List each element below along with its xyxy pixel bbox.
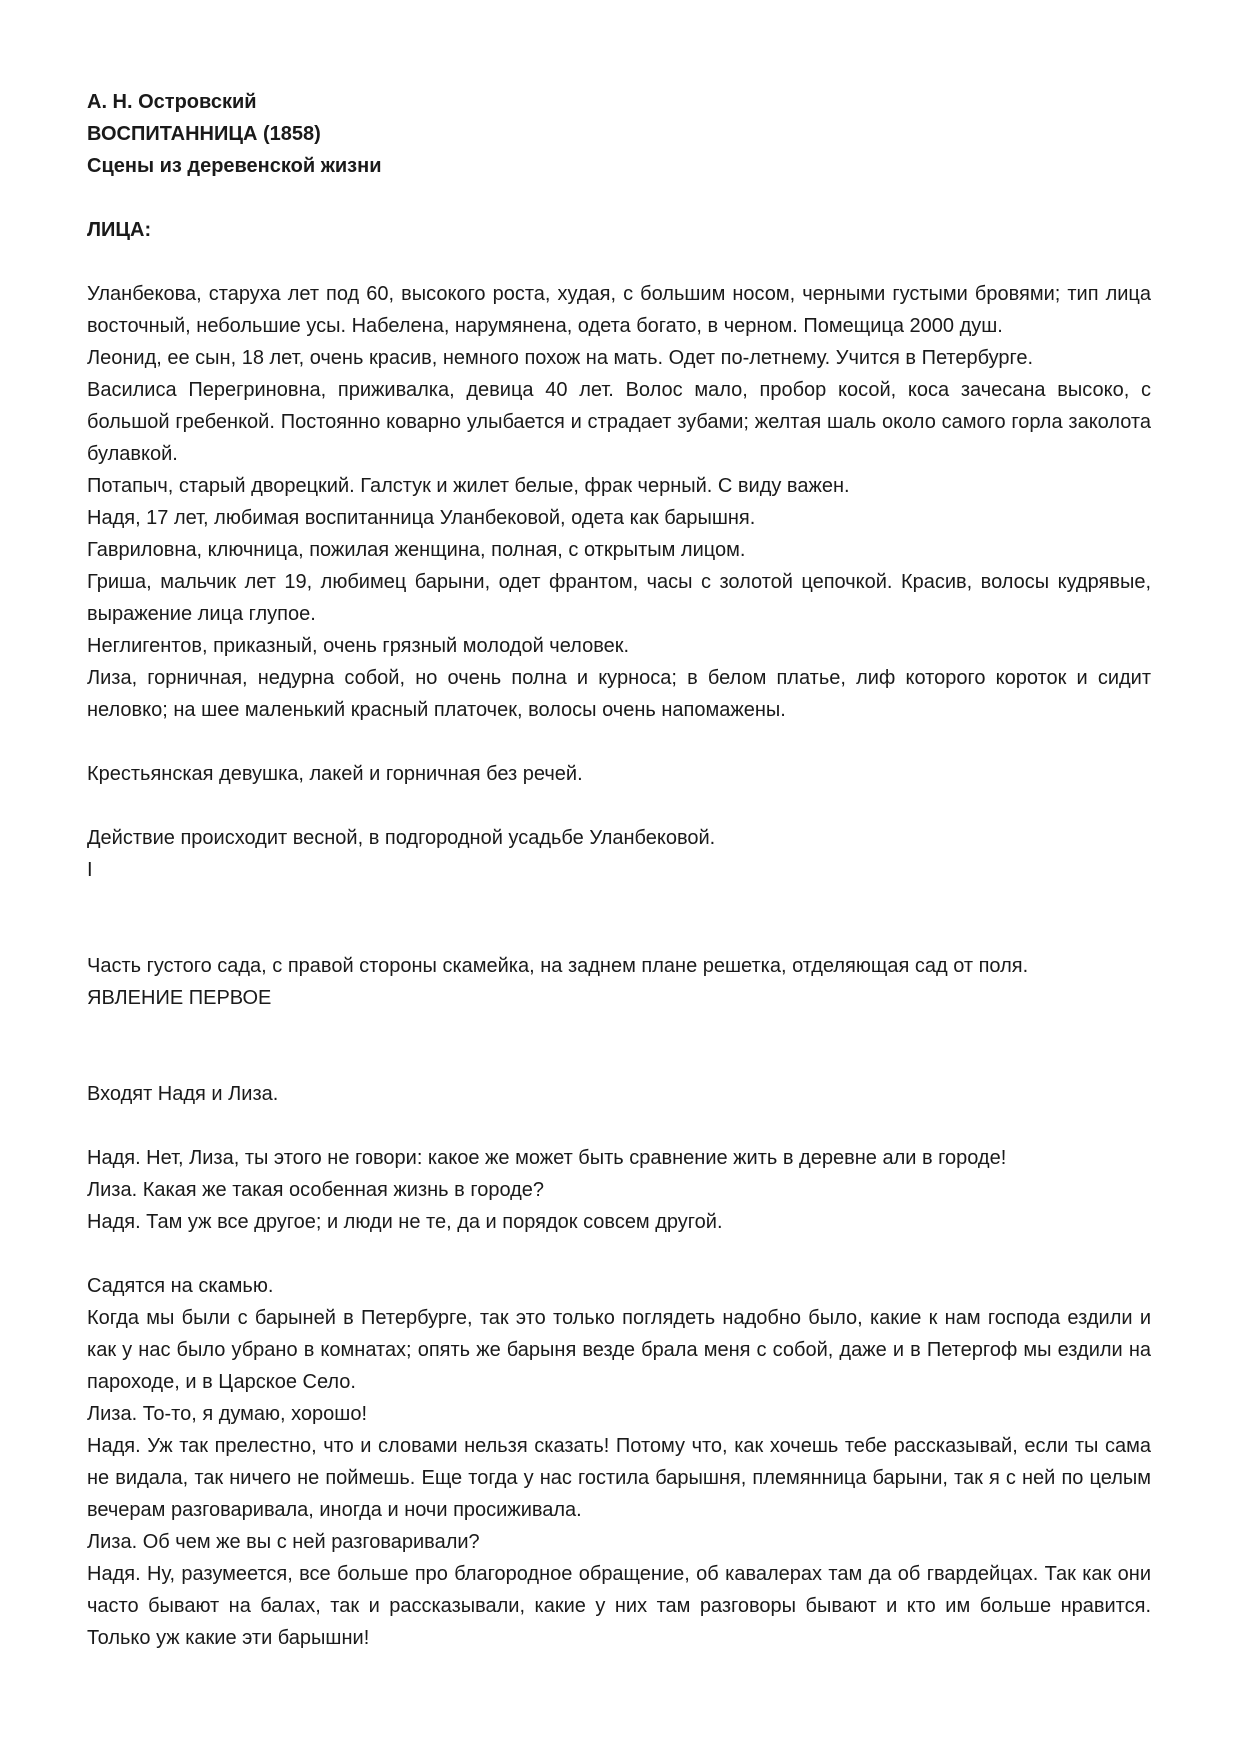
cast-entry: Василиса Перегриновна, приживалка, девица 40 лет. Волос мало, пробор косой, коса зачесана высоко, с большой гребенкой. Постоянно коварно улыбается и страдает зубами; желтая шаль около самого горла заколота булавкой. (87, 379, 1151, 465)
dialogue-line: Лиза. Об чем же вы с ней разговаривали? (87, 1531, 480, 1553)
act-number: I (87, 859, 93, 881)
cast-entry: Надя, 17 лет, любимая воспитанница Уланбековой, одета как барышня. (87, 507, 756, 529)
document-body (87, 86, 1151, 1654)
extras-note: Крестьянская девушка, лакей и горничная без речей. (87, 763, 583, 785)
dialogue-line: Надя. Уж так прелестно, что и словами нельзя сказать! Потому что, как хочешь тебе рассказывай, если ты сама не видала, так ничего не поймешь. Еще тогда у нас гостила барышня, племянница барыни, так я с ней по целым вечерам разговаривала, иногда и ночи просиживала. (87, 1435, 1151, 1521)
author: А. Н. Островский (87, 91, 257, 113)
setting-note: Действие происходит весной, в подгородной усадьбе Уланбековой. (87, 827, 716, 849)
scene-title: ЯВЛЕНИЕ ПЕРВОЕ (87, 987, 272, 1009)
dialogue-line: Надя. Нет, Лиза, ты этого не говори: какое же может быть сравнение жить в деревне али в городе! (87, 1147, 1007, 1169)
dialogue-line: Лиза. Какая же такая особенная жизнь в городе? (87, 1179, 545, 1201)
dialogue-line: Лиза. То-то, я думаю, хорошо! (87, 1403, 367, 1425)
cast-entry: Неглигентов, приказный, очень грязный молодой человек. (87, 635, 630, 657)
cast-entry: Потапыч, старый дворецкий. Галстук и жилет белые, фрак черный. С виду важен. (87, 475, 850, 497)
cast-entry: Гриша, мальчик лет 19, любимец барыни, одет франтом, часы с золотой цепочкой. Красив, волосы кудрявые, выражение лица глупое. (87, 571, 1151, 625)
scene-description: Часть густого сада, с правой стороны скамейка, на заднем плане решетка, отделяющая сад от поля. (87, 955, 1029, 977)
play-title: ВОСПИТАННИЦА (1858) (87, 123, 321, 145)
cast-entry: Леонид, ее сын, 18 лет, очень красив, немного похож на мать. Одет по-летнему. Учится в Петербурге. (87, 347, 1034, 369)
dialogue-line: Надя. Там уж все другое; и люди не те, да и порядок совсем другой. (87, 1211, 723, 1233)
cast-entry: Уланбекова, старуха лет под 60, высокого роста, худая, с большим носом, черными густыми бровями; тип лица восточный, небольшие усы. Набелена, нарумянена, одета богато, в черном. Помещица 2000 душ. (87, 283, 1151, 337)
cast-heading: ЛИЦА: (87, 219, 152, 241)
stage-direction: Садятся на скамью. (87, 1275, 274, 1297)
dialogue-line: Когда мы были с барыней в Петербурге, так это только поглядеть надобно было, какие к нам господа ездили и как у нас было убрано в комнатах; опять же барыня везде брала меня с собой, даже и в Петергоф мы ездили на пароходе, и в Царское Село. (87, 1307, 1151, 1393)
cast-entry: Лиза, горничная, недурна собой, но очень полна и курноса; в белом платье, лиф которого короток и сидит неловко; на шее маленький красный платочек, волосы очень напомажены. (87, 667, 1151, 721)
stage-direction: Входят Надя и Лиза. (87, 1083, 279, 1105)
cast-entry: Гавриловна, ключница, пожилая женщина, полная, с открытым лицом. (87, 539, 746, 561)
dialogue-line: Надя. Ну, разумеется, все больше про благородное обращение, об кавалерах там да об гвардейцах. Так как они часто бывают на балах, так и рассказывали, какие у них там разговоры бывают и кто им больше нравится. Только уж какие эти барышни! (87, 1563, 1151, 1649)
play-subtitle: Сцены из деревенской жизни (87, 155, 382, 177)
